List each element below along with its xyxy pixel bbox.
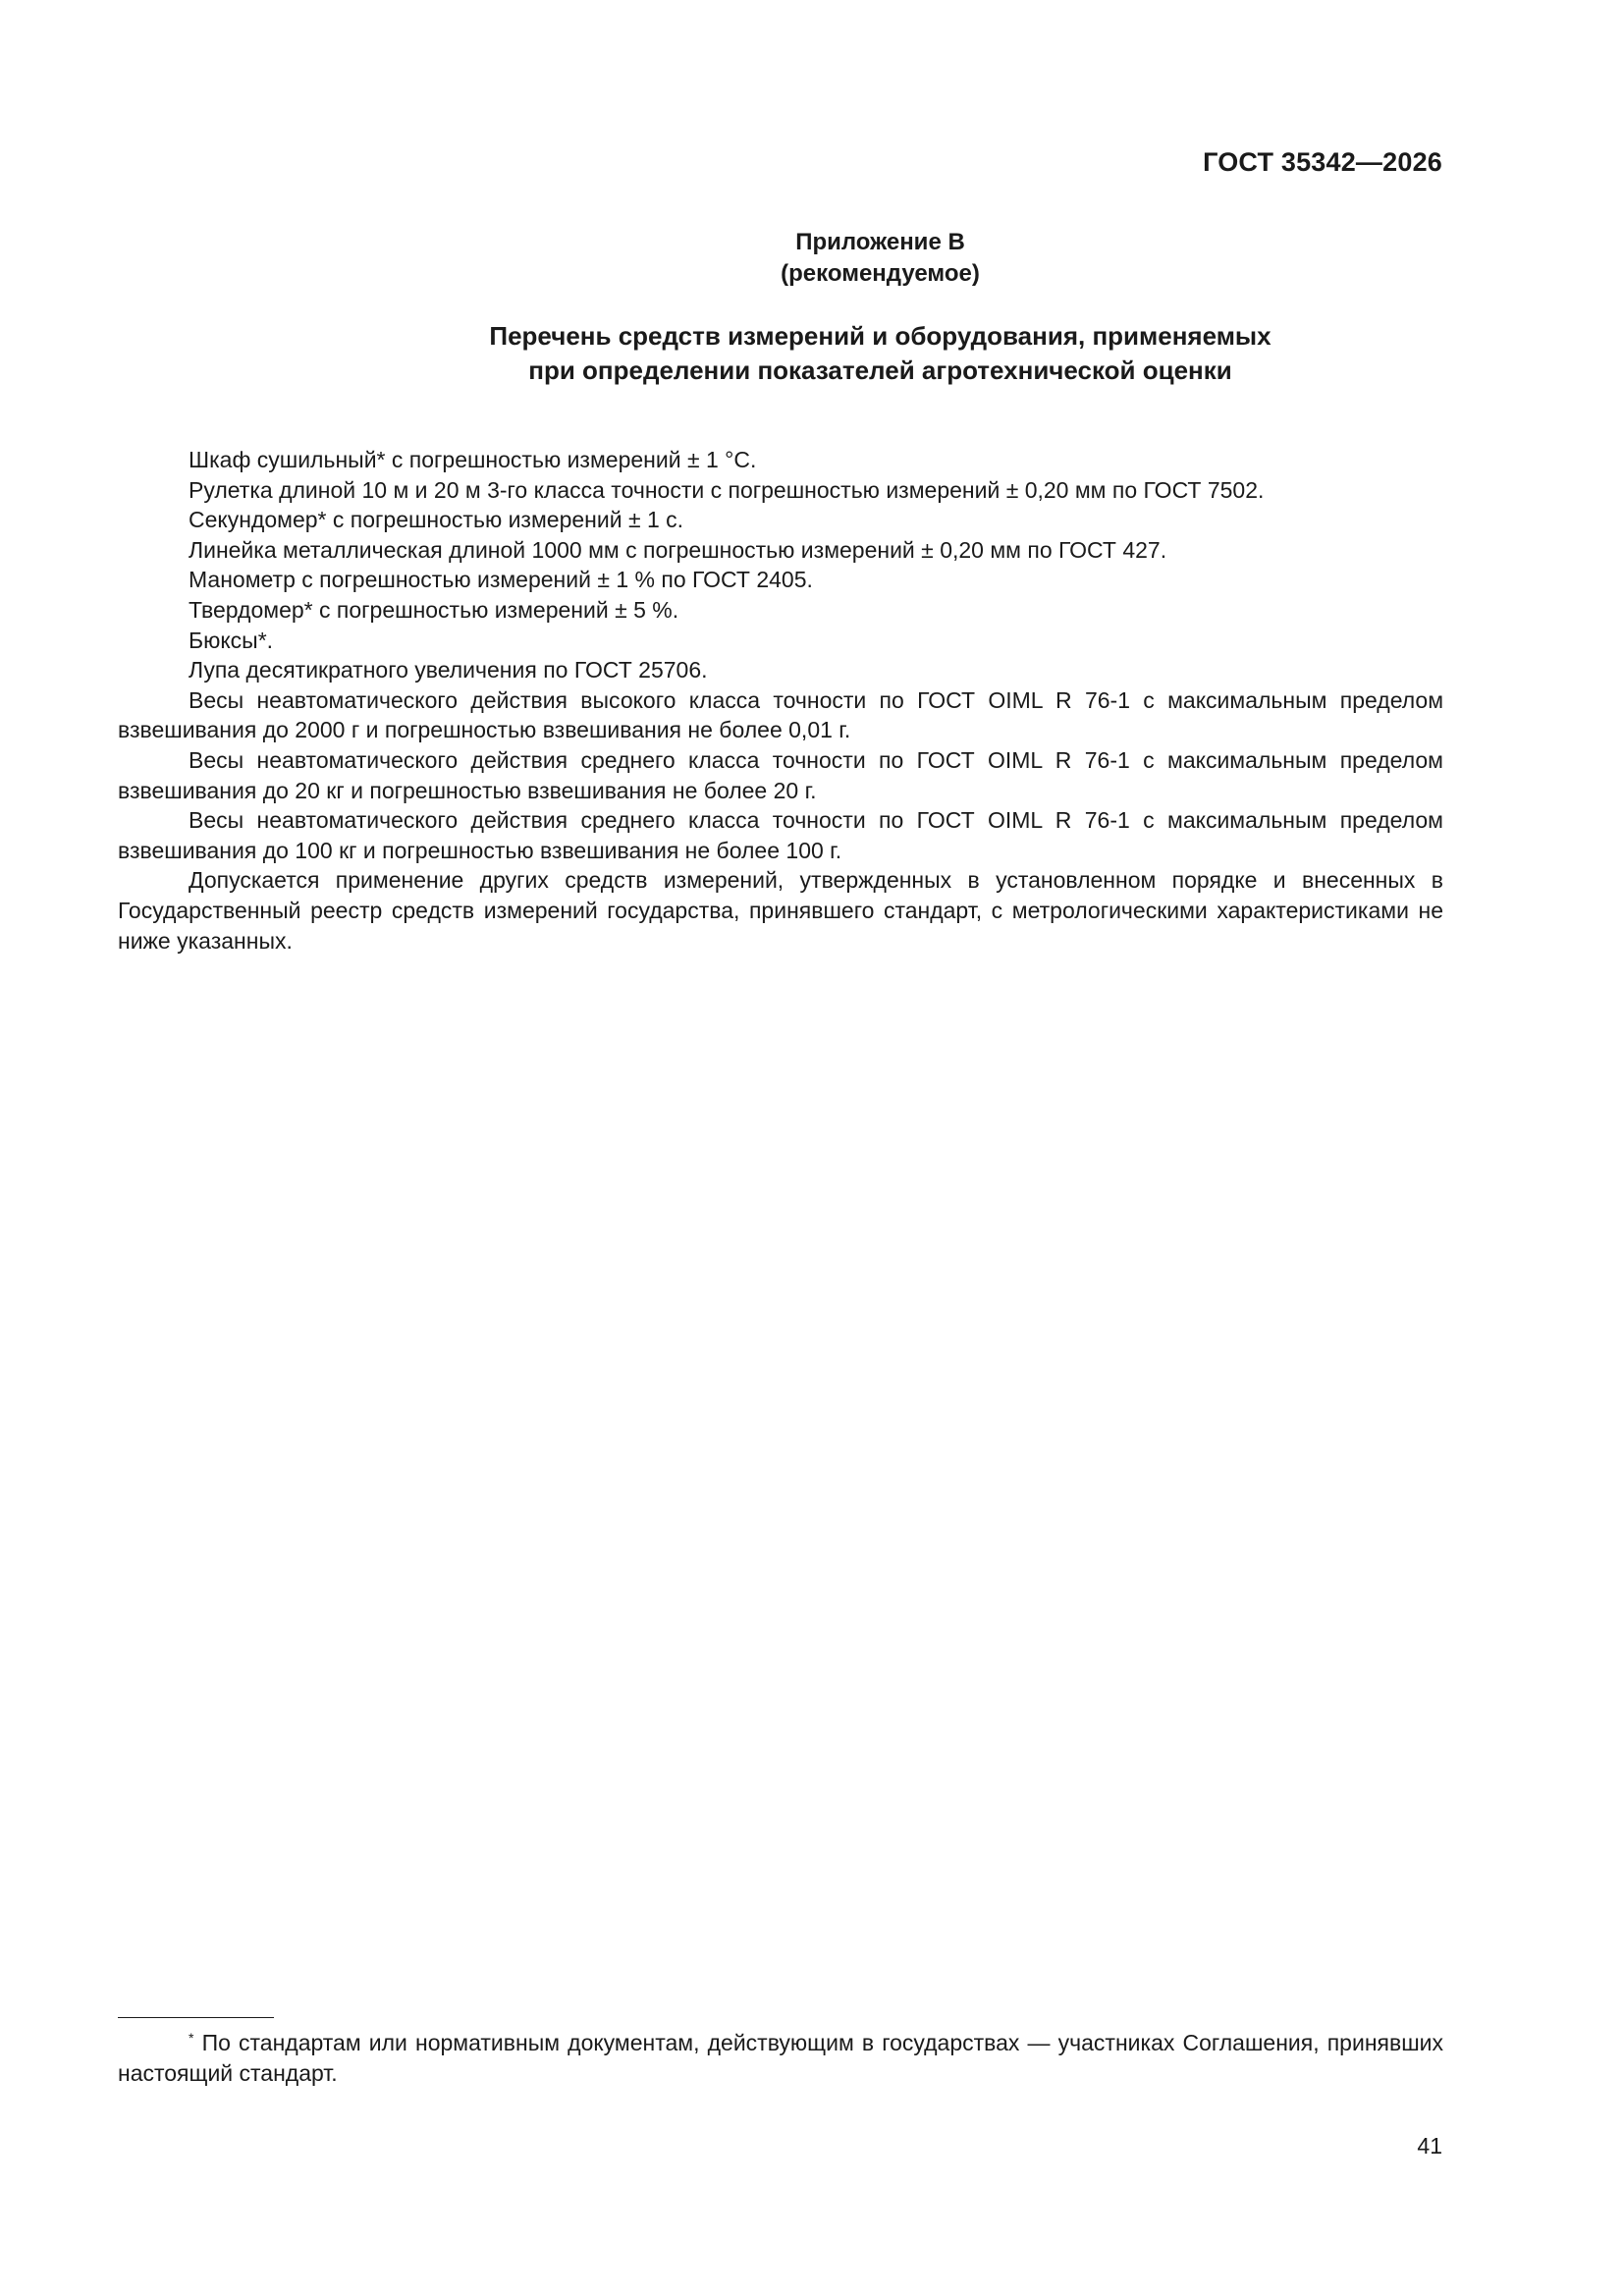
appendix-label: Приложение В <box>795 229 965 255</box>
list-item: Бюксы*. <box>189 627 274 653</box>
list-item: Манометр с погрешностью измерений ± 1 % по ГОСТ 2405. <box>189 567 813 593</box>
section-title-line-2: при определении показателей агротехнической оценки <box>528 355 1232 385</box>
list-item: Секундомер* с погрешностью измерений ± 1 с. <box>189 507 684 533</box>
list-item: Твердомер* с погрешностью измерений ± 5 %. <box>189 596 679 623</box>
document-code: ГОСТ 35342—2026 <box>1203 147 1442 177</box>
list-item: Весы неавтоматического действия высокого класса точности по ГОСТ OIML R 76-1 с максимальным пределом взвешивания до 2000 г и погрешностью взвешивания не более 0,01 г. <box>118 686 1443 743</box>
page-number: 41 <box>1417 2133 1442 2159</box>
list-item: Весы неавтоматического действия среднего класса точности по ГОСТ OIML R 76-1 с максимальным пределом взвешивания до 100 кг и погрешностью взвешивания не более 100 г. <box>118 807 1443 863</box>
footnote <box>118 2028 1443 2089</box>
equipment-list <box>118 445 1443 956</box>
footnote-text: По стандартам или нормативным документам, действующим в государствах — участниках Соглашения, принявших настоящий стандарт. <box>118 2030 1443 2086</box>
list-item: Шкаф сушильный* с погрешностью измерений ± 1 °С. <box>189 447 757 472</box>
appendix-heading <box>0 227 1623 290</box>
footnote-marker: * <box>189 2030 194 2046</box>
list-item: Линейка металлическая длиной 1000 мм с погрешностью измерений ± 0,20 мм по ГОСТ 427. <box>189 536 1167 563</box>
list-item: Рулетка длиной 10 м и 20 м 3-го класса точности с погрешностью измерений ± 0,20 мм по ГОСТ 7502. <box>189 476 1265 503</box>
section-title-line-1: Перечень средств измерений и оборудования, применяемых <box>489 321 1271 351</box>
footnote-separator <box>118 2017 274 2018</box>
list-item: Лупа десятикратного увеличения по ГОСТ 25706. <box>189 657 708 683</box>
appendix-status: (рекомендуемое) <box>781 260 980 287</box>
section-title <box>0 319 1623 388</box>
list-item: Весы неавтоматического действия среднего класса точности по ГОСТ OIML R 76-1 с максимальным пределом взвешивания до 20 кг и погрешностью взвешивания не более 20 г. <box>118 746 1443 803</box>
closing-paragraph: Допускается применение других средств измерений, утвержденных в установленном порядке и внесенных в Государственный реестр средств измерений государства, принявшего стандарт, с метрологическими характеристиками не ниже указанных. <box>118 867 1443 954</box>
